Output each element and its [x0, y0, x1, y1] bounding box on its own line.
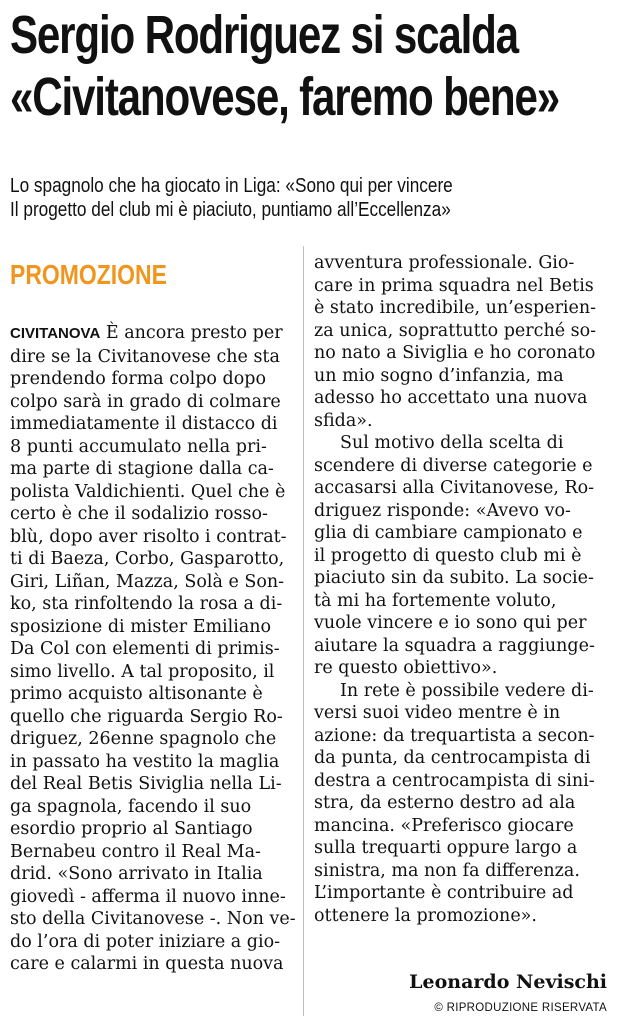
article-line: dire se la Civitanovese che sta [10, 346, 280, 367]
article-line: sto della Civitanovese -. Non ve- [10, 909, 296, 929]
article-line: il progetto di questo club mi è [314, 545, 582, 566]
copyright-notice: © RIPRODUZIONE RISERVATA [434, 1002, 607, 1014]
article-line [10, 322, 298, 346]
article-line: In rete è possibile vedere di- [340, 680, 594, 701]
article-line: driguez, 26enne spagnolo che [10, 729, 277, 749]
subheadline-line-2: Il progetto del club mi è piaciuto, puntiamo all’Eccellenza» [10, 199, 451, 221]
article-line: ma parte di stagione dalla ca- [10, 459, 274, 479]
article-line: blù, dopo aver risolto i contrat- [10, 526, 287, 547]
article-line: do l’ora di poter iniziare a gio- [10, 931, 281, 952]
article-line: ga spagnola, facendo il suo [10, 796, 252, 817]
article-line: scendere di diverse categorie e [314, 455, 593, 476]
article-line: care e calarmi in questa nuova [10, 954, 284, 974]
article-line: re questo obiettivo». [314, 658, 498, 678]
article-line: certo è che il sodalizio rosso- [10, 504, 268, 524]
article-line: adesso ho accettato una nuova [314, 388, 588, 408]
article-line: del Real Betis Siviglia nella Li- [10, 774, 282, 794]
article-line-text: È ancora presto per [105, 323, 283, 343]
article-line: è stato incredibile, un’esperien- [314, 298, 597, 318]
article-line: quello che riguarda Sergio Ro- [10, 706, 283, 727]
article-line: drid. «Sono arrivato in Italia [10, 864, 263, 884]
article-line: accasarsi alla Civitanovese, Ro- [314, 478, 595, 498]
article-line: tà mi ha fortemente voluto, [314, 590, 557, 611]
article-line: Bernabeu contro il Real Ma- [10, 841, 261, 862]
article-line: sulla trequarti oppure largo a [314, 838, 578, 858]
article-line: sinistra, ma non fa differenza. [314, 860, 580, 881]
article-line: avventura professionale. Gio- [314, 253, 575, 273]
article-column-right [314, 252, 610, 927]
article-line: za unica, soprattutto perché so- [314, 320, 597, 341]
article-line: aiutare la squadra a raggiunge- [314, 635, 595, 656]
article-line: Da Col con elementi di primis- [10, 639, 280, 659]
article-line: L’importante è contribuire ad [314, 883, 574, 903]
article-line: sposizione di mister Emiliano [10, 616, 272, 637]
article-line: colpo sarà in grado di colmare [10, 391, 281, 412]
article-line: in passato ha vestito la maglia [10, 751, 280, 772]
article-line: no nato a Siviglia e ho coronato [314, 343, 596, 363]
article-line: giovedì - afferma il nuovo inne- [10, 886, 286, 907]
article-line: versi suoi video mentre è in [314, 703, 561, 723]
article-line: glia di cambiare campionato e [314, 523, 583, 543]
article-line: destra a centrocampista di sini- [314, 770, 595, 791]
dateline: CIVITANOVA [10, 325, 101, 342]
article-line: sfida». [314, 410, 373, 431]
article-line: vuole vincere e io sono qui per [314, 613, 587, 633]
article-line: care in prima squadra nel Betis [314, 275, 594, 296]
headline-line-1: Sergio Rodriguez si scalda [10, 5, 518, 65]
article-line: ottenere la promozione». [314, 905, 537, 926]
article-column-left [10, 322, 298, 976]
article-line: primo acquisto altisonante è [10, 684, 263, 704]
article-line: simo livello. A tal proposito, il [10, 661, 275, 682]
article-line: ti di Baeza, Corbo, Gasparotto, [10, 549, 285, 569]
article-line: da punta, da centrocampista di [314, 748, 591, 768]
article-line: stra, da esterno destro ad ala [314, 793, 576, 813]
subheadline [10, 174, 610, 222]
article-line: Sul motivo della scelta di [340, 433, 564, 453]
article-line: esordio proprio al Santiago [10, 819, 253, 839]
article-line: 8 punti accumulato nella pri- [10, 436, 267, 457]
column-divider [303, 246, 304, 1016]
article-line: prendendo forma colpo dopo [10, 369, 267, 389]
byline: Leonardo Nevischi [409, 971, 607, 993]
article-line: un mio sogno d’infanzia, ma [314, 365, 564, 386]
article-line: ko, sta rinfoltendo la rosa a di- [10, 594, 283, 614]
article-line: Giri, Liñan, Mazza, Solà e Son- [10, 571, 285, 592]
subheadline-line-1: Lo spagnolo che ha giocato in Liga: «Sono qui per vincere [10, 175, 453, 197]
article-line: piaciuto sin da subito. La socie- [314, 568, 594, 588]
article-line: polista Valdichienti. Quel che è [10, 481, 286, 502]
article-line: driguez risponde: «Avevo vo- [314, 500, 571, 521]
headline-line-2: «Civitanovese, faremo bene» [10, 67, 559, 127]
headline [10, 4, 610, 128]
article-line: azione: da trequartista a secon- [314, 725, 595, 746]
article-line: immediatamente il distacco di [10, 414, 278, 434]
section-label: PROMOZIONE [10, 259, 167, 290]
article-line: mancina. «Preferisco giocare [314, 815, 574, 836]
